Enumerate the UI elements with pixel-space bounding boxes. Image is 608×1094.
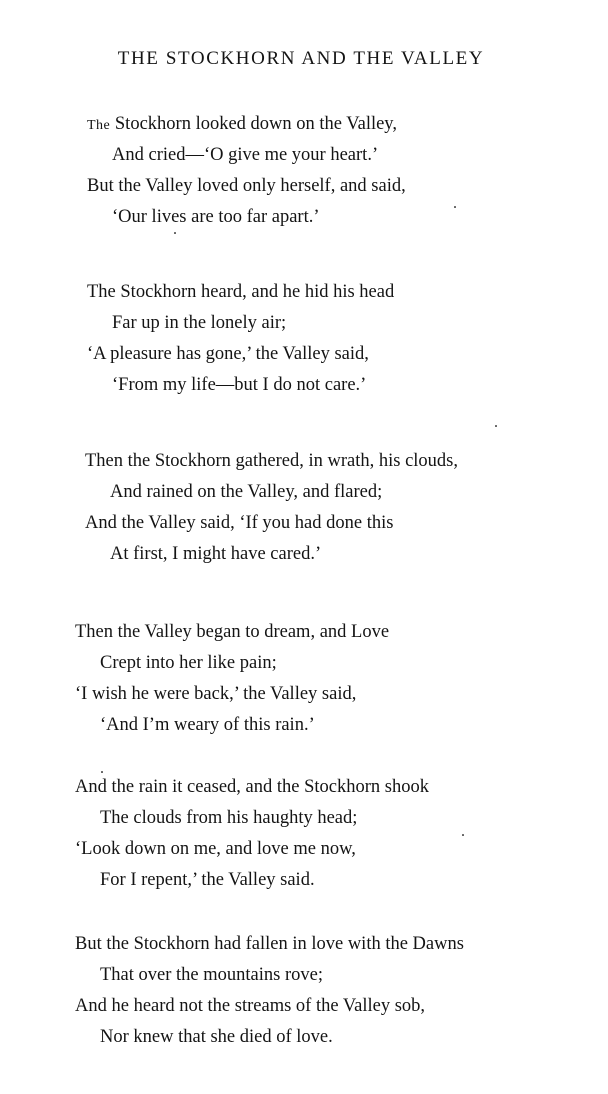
poem-line: Crept into her like pain; <box>100 653 277 673</box>
poem-line: And the Valley said, ‘If you had done this <box>85 513 394 533</box>
poem-line: Far up in the lonely air; <box>112 313 287 333</box>
scan-speck <box>495 425 497 427</box>
poem-line: Then the Valley began to dream, and Love <box>75 622 390 642</box>
poem-line: That over the mountains rove; <box>100 965 323 985</box>
poem-line: And cried—‘O give me your heart.’ <box>112 145 379 165</box>
poem-line: Then the Stockhorn gathered, in wrath, his clouds, <box>85 451 458 471</box>
stanza-6 <box>75 929 608 1053</box>
stanza-2 <box>87 277 608 401</box>
poem-line: ‘I wish he were back,’ the Valley said, <box>75 684 357 704</box>
scan-speck <box>174 232 176 234</box>
poem-line <box>87 109 608 140</box>
scan-speck <box>454 206 456 208</box>
poem-line: The clouds from his haughty head; <box>100 808 358 828</box>
scan-speck <box>101 771 103 773</box>
small-caps-first-word: The <box>87 118 111 133</box>
poem-line: But the Valley loved only herself, and said, <box>87 176 406 196</box>
poem-line: At first, I might have cared.’ <box>110 544 322 564</box>
poem-line: And rained on the Valley, and flared; <box>110 482 383 502</box>
poem-title: THE STOCKHORN AND THE VALLEY <box>117 48 485 69</box>
stanza-1 <box>87 109 608 233</box>
poem-line: But the Stockhorn had fallen in love with the Dawns <box>75 934 464 954</box>
scan-speck <box>462 834 464 836</box>
stanza-3 <box>85 446 608 570</box>
poem-line: The Stockhorn heard, and he hid his head <box>87 282 395 302</box>
poem-line: ‘And I’m weary of this rain.’ <box>100 715 315 735</box>
poem-line: And the rain it ceased, and the Stockhorn shook <box>75 777 429 797</box>
poem-line: ‘Our lives are too far apart.’ <box>112 207 320 227</box>
poem-line: Nor knew that she died of love. <box>100 1027 333 1047</box>
stanza-5 <box>75 772 608 896</box>
poem-line: ‘Look down on me, and love me now, <box>75 839 356 859</box>
stanza-4 <box>75 617 608 741</box>
poem-line: And he heard not the streams of the Valley sob, <box>75 996 426 1016</box>
poem-line: ‘From my life—but I do not care.’ <box>112 375 367 395</box>
poem-line: For I repent,’ the Valley said. <box>100 870 315 890</box>
line-text: Stockhorn looked down on the Valley, <box>110 114 397 134</box>
poem-line: ‘A pleasure has gone,’ the Valley said, <box>87 344 369 364</box>
